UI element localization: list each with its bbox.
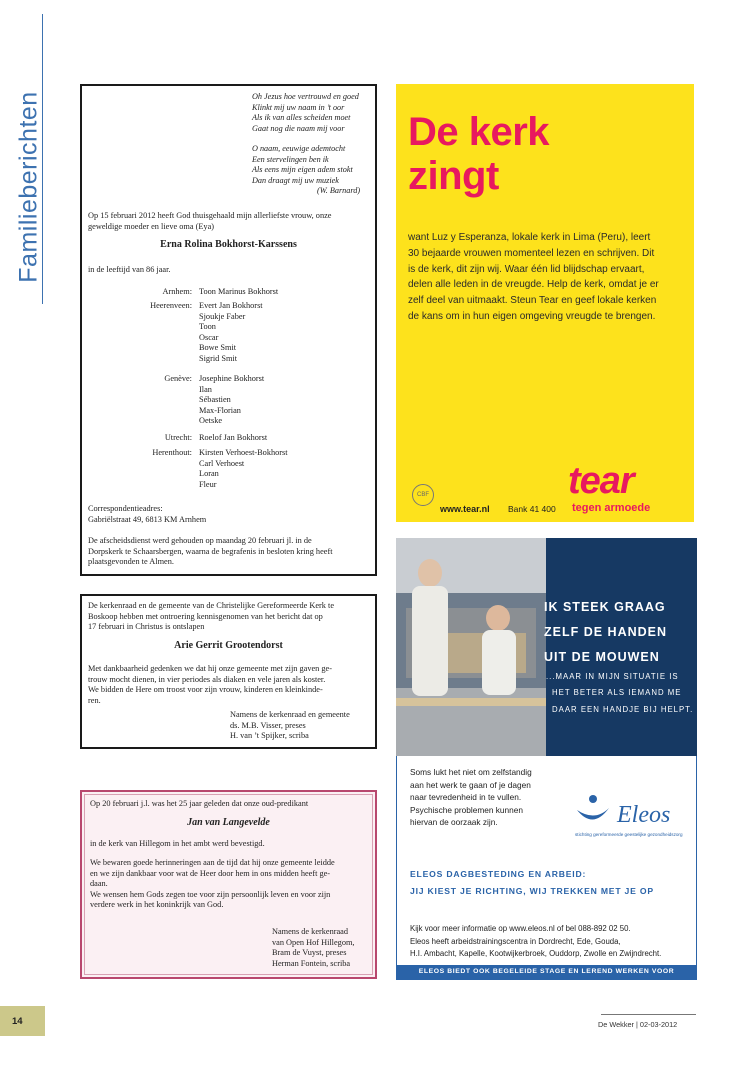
section-title: Familieberichten [14,91,43,283]
anniversary-notice-langevelde [80,790,377,979]
family-names: Kirsten Verhoest-Bokhorst Carl Verhoest Loran Fleur [199,448,288,489]
poem-line: Als eens mijn eigen adem stokt [252,165,353,175]
intro-text: Op 15 februari 2012 heeft God thuisgehaald mijn allerliefste vrouw, onze geweldige moeder en lieve oma (Eya) [88,211,332,231]
poem-line: Een stervelingen ben ik [252,154,329,164]
ad-info-panel [396,756,697,989]
ad-subline: HET BETER ALS IEMAND ME [552,688,682,697]
closing-text: De afscheidsdienst werd gehouden op maandag 20 februari jl. in de Dorpskerk te Schaarsbergen, waarna de begrafenis in besloten kring heeft plaatsgevonden te Almen. [88,536,333,567]
ad-subline: ...MAAR IN MIJN SITUATIE IS [546,672,679,681]
poem-attribution: (W. Barnard) [317,186,361,195]
ad-bottom-bar: ELEOS BIEDT OOK BEGELEIDE STAGE EN LEREND WERKEN VOOR JONGEREN. [397,965,696,979]
poem-line: Oh Jezus hoe vertrouwd en goed [252,92,359,101]
family-names: Evert Jan Bokhorst Sjoukje Faber Toon Oscar Bowe Smit Sigrid Smit [199,301,263,363]
eleos-logo-icon [573,790,613,830]
age-text: in de leeftijd van 86 jaar. [88,265,171,274]
eleos-logo-tagline: stichting gereformeerde geestelijke gezondheidszorg [575,832,683,837]
poem-line: O naam, eeuwige ademtocht [252,144,346,153]
obituary-notice-bokhorst [80,84,377,576]
ad-eleos [396,538,697,989]
deceased-name: Arie Gerrit Grootendorst [174,640,283,651]
ad-tear [396,84,694,522]
bakery-scene-icon [396,538,697,756]
ad-headline: De kerk zingt [408,110,550,198]
intro-text: De kerkenraad en de gemeente van de Christelijke Gereformeerde Kerk te Boskoop hebben met ontroering kennisgenomen van het bericht dat op 17 februari in Christus is ontslapen [88,601,335,632]
poem-stanza-2 [252,144,353,186]
poem-line: Klinkt mij uw naam in ’t oor [252,102,345,112]
poem-line: Gaat nog die naam mij voor [252,123,345,133]
family-location: Herenthout: [152,448,192,457]
intro-text: Op 20 februari j.l. was het 25 jaar geleden dat onze oud-predikant [90,799,309,808]
signature: Namens de kerkenraad van Open Hof Hillegom, Bram de Vuyst, preses Herman Fontein, scriba [272,927,355,968]
family-names: Toon Marinus Bokhorst [199,287,279,296]
correspondence-address: Correspondentieadres: Gabriëlstraat 49, 6813 KM Arnhem [88,504,207,524]
ad-bank-number: Bank 41 400 [508,504,556,514]
poem-stanza-1 [252,92,359,134]
ad-headline-line: IK STEEK GRAAG [544,600,666,614]
footer-divider [601,1014,696,1015]
family-names: Roelof Jan Bokhorst [199,433,268,442]
eleos-logo: Eleos [617,802,671,828]
ad-call-line: ELEOS DAGBESTEDING EN ARBEID: [410,869,587,879]
minister-name: Jan van Langevelde [187,817,270,828]
bakery-photo [396,538,697,756]
family-location: Arnhem: [162,287,192,296]
ad-body: want Luz y Esperanza, lokale kerk in Lima (Peru), leert 30 bejaarde vrouwen momenteel lezen en schrijven. Dit is de kerk, dit zijn wij. Waar één lid blijdschap ervaart, delen alle leden in de vreugde. Help de kerk, omdat je er zelf deel van uitmaakt. Steun Tear en geef lokale kerken de kans om in hun eigen omgeving vreugde te brengen. [408,232,659,322]
ad-call-line: JIJ KIEST JE RICHTING, WIJ TREKKEN MET JE OP [410,886,654,896]
poem-line: Als ik van alles scheiden moet [252,113,351,123]
family-location: Utrecht: [164,433,192,442]
family-names: Josephine Bokhorst Ilan Sébastien Max-Florian Oetske [199,374,265,426]
ad-contact-info: Kijk voor meer informatie op www.eleos.nl of bel 088-892 02 50. Eleos heeft arbeidstrainingscentra in Dordrecht, Ede, Gouda, H.I. Ambacht, Kapelle, Kootwijkerbroek, Ouddorp, Zwolle en Zwijndrecht. [410,924,662,959]
ad-subline: DAAR EEN HANDJE BIJ HELPT. [552,705,694,714]
deceased-name: Erna Rolina Bokhorst-Karssens [160,239,297,250]
line-text: in de kerk van Hillegom in het ambt werd bevestigd. [90,839,265,848]
ad-headline-line: ZELF DE HANDEN [544,625,668,639]
family-location: Heerenveen: [150,301,192,310]
ad-url-link[interactable]: www.tear.nl [440,504,490,514]
cbf-seal-icon: CBF [412,484,434,506]
poem-line: Dan draagt mij uw muziek [252,175,339,185]
obituary-notice-grootendorst [80,594,377,749]
signature: Namens de kerkenraad en gemeente ds. M.B. Visser, preses H. van ’t Spijker, scriba [230,710,350,741]
tear-tagline: tegen armoede [572,502,651,514]
publication-info: De Wekker | 02-03-2012 [598,1020,678,1029]
body-text: We bewaren goede herinneringen aan de tijd dat hij onze gemeente leidde en we zijn dankbaar voor wat de Heer door hem in ons midden heeft ge- daan. We wensen hem Gods zegen toe voor zijn persoonlijk leven en voor zijn verdere werk in het koninkrijk van God. [90,858,335,910]
ad-headline-line: UIT DE MOUWEN [544,650,660,664]
tear-logo: tear [568,460,634,502]
ad-intro: Soms lukt het niet om zelfstandig aan het werk te gaan of je dagen naar tevredenheid in te vullen. Psychische problemen kunnen hiervan de oorzaak zijn. [410,767,532,828]
body-text: Met dankbaarheid gedenken we dat hij onze gemeente met zijn gaven ge- trouw mocht dienen, in vier periodes als diaken en vele jaren als koster. We bidden de Here om troost voor zijn vrouw, kinderen en kleinkinde- ren. [88,664,332,705]
family-location: Genève: [164,374,192,383]
page-number: 14 [12,1016,23,1027]
